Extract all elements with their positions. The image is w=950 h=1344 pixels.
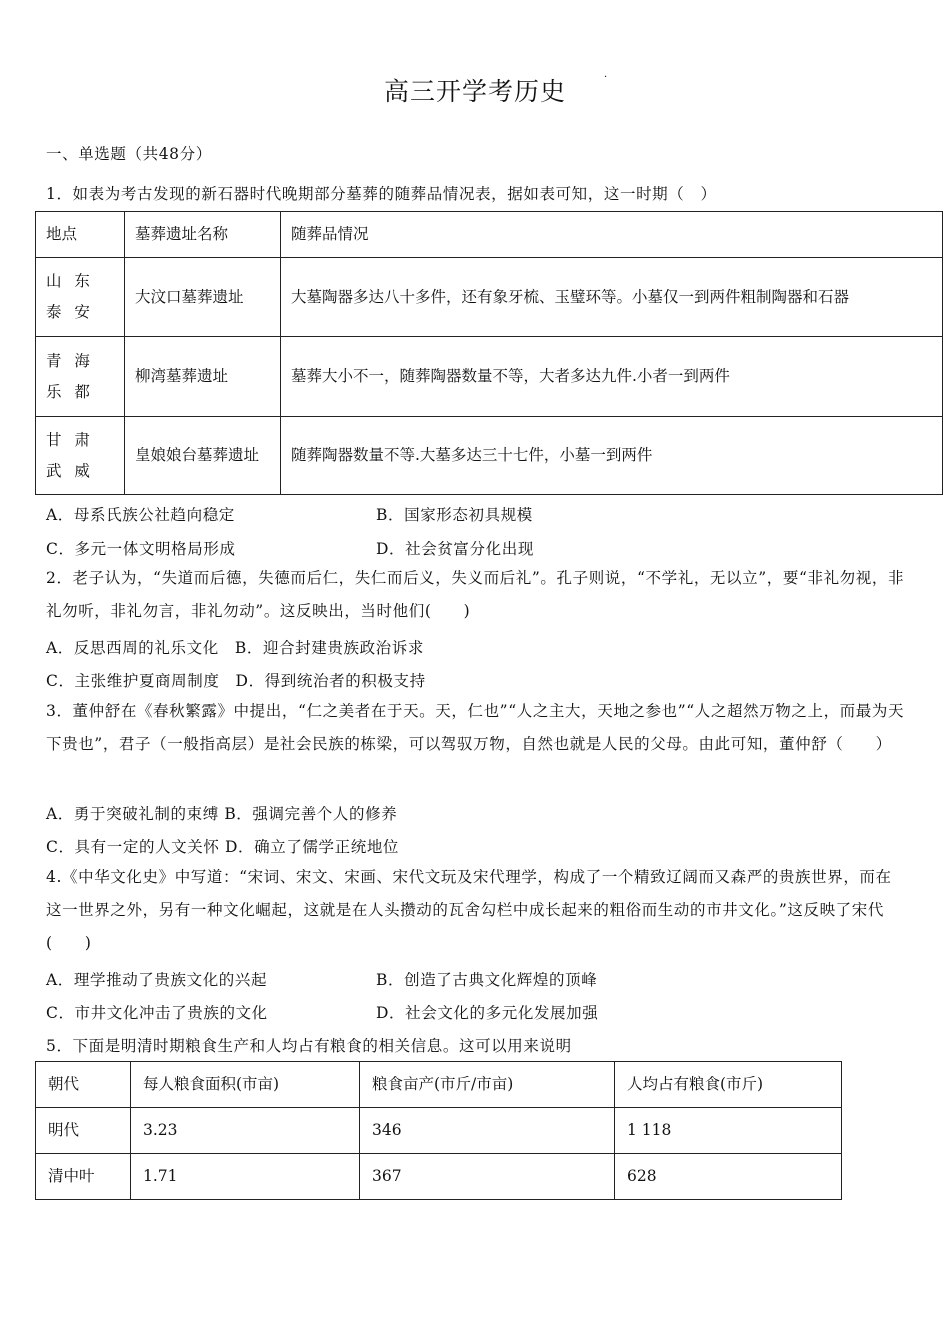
question-5-stem: 5．下面是明清时期粮食生产和人均占有粮食的相关信息。这可以用来说明 xyxy=(46,1037,572,1055)
question-4-option-a[interactable]: A．理学推动了贵族文化的兴起 xyxy=(46,971,268,989)
table-header-cell: 墓葬遗址名称 xyxy=(125,212,281,258)
table-header-cell: 每人粮食面积(市亩) xyxy=(131,1062,360,1108)
table-cell: 山 东 泰 安 xyxy=(36,258,125,337)
table-cell: 1 118 xyxy=(615,1108,842,1154)
question-4-option-d[interactable]: D．社会文化的多元化发展加强 xyxy=(376,1004,599,1022)
question-1-option-b[interactable]: B．国家形态初具规模 xyxy=(376,506,533,524)
table-cell: 柳湾墓葬遗址 xyxy=(125,337,281,417)
table-cell: 大汶口墓葬遗址 xyxy=(125,258,281,337)
question-4-option-c[interactable]: C．市井文化冲击了贵族的文化 xyxy=(46,1004,268,1022)
table-header-cell: 粮食亩产(市斤/市亩) xyxy=(360,1062,615,1108)
table-cell: 628 xyxy=(615,1154,842,1200)
table-row xyxy=(36,1154,842,1200)
table-cell: 367 xyxy=(360,1154,615,1200)
table-row xyxy=(36,1108,842,1154)
table-cell: 随葬陶器数量不等.大墓多达三十七件，小墓一到两件 xyxy=(281,417,943,495)
question-1-stem: 1．如表为考古发现的新石器时代晚期部分墓葬的随葬品情况表，据如表可知，这一时期（ ） xyxy=(46,185,717,203)
question-2-options-ab[interactable]: A．反思西周的礼乐文化 B．迎合封建贵族政治诉求 xyxy=(46,639,424,657)
question-1-option-c[interactable]: C．多元一体文明格局形成 xyxy=(46,540,236,558)
table-row xyxy=(36,417,943,495)
question-4-stem: 4.《中华文化史》中写道：“宋词、宋文、宋画、宋代文玩及宋代理学，构成了一个精致辽阔而又森严的贵族世界，而在这一世界之外，另有一种文化崛起，这就是在人头攒动的瓦舍勾栏中成长起来的粗俗而生动的市井文化。”这反映了宋代( ) xyxy=(46,868,892,952)
table-header-cell: 地点 xyxy=(36,212,125,258)
table-cell: 清中叶 xyxy=(36,1154,131,1200)
question-1-table xyxy=(35,211,943,495)
question-2-stem: 2．老子认为，“失道而后德，失德而后仁，失仁而后义，失义而后礼”。孔子则说，“不学礼，无以立”，要“非礼勿视，非礼勿听，非礼勿言，非礼勿动”。这反映出，当时他们( ) xyxy=(46,569,905,620)
question-1-option-d[interactable]: D．社会贫富分化出现 xyxy=(376,540,534,558)
table-header-cell: 朝代 xyxy=(36,1062,131,1108)
table-cell: 大墓陶器多达八十多件，还有象牙梳、玉璧环等。小墓仅一到两件粗制陶器和石器 xyxy=(281,258,943,337)
table-header-row xyxy=(36,212,943,258)
table-cell: 明代 xyxy=(36,1108,131,1154)
section-heading: 一、单选题（共48分） xyxy=(46,145,212,163)
table-cell: 墓葬大小不一，随葬陶器数量不等，大者多达九件.小者一到两件 xyxy=(281,337,943,417)
question-5-table xyxy=(35,1061,842,1200)
page-title: 高三开学考历史 xyxy=(383,77,566,106)
question-3-options-ab[interactable]: A．勇于突破礼制的束缚 B．强调完善个人的修养 xyxy=(46,805,398,823)
stray-mark: · xyxy=(604,72,608,83)
table-cell: 3.23 xyxy=(131,1108,360,1154)
table-header-cell: 随葬品情况 xyxy=(281,212,943,258)
table-cell: 皇娘娘台墓葬遗址 xyxy=(125,417,281,495)
table-header-row xyxy=(36,1062,842,1108)
table-cell: 346 xyxy=(360,1108,615,1154)
table-row xyxy=(36,337,943,417)
question-3-stem: 3．董仲舒在《春秋繁露》中提出，“仁之美者在于天。天，仁也”“人之主大，天地之参也”“人之超然万物之上，而最为天下贵也”，君子（一般指高层）是社会民族的栋梁，可以驾驭万物，自然也就是人民的父母。由此可知，董仲舒（ ） xyxy=(46,702,905,753)
table-cell: 甘 肃 武 威 xyxy=(36,417,125,495)
table-cell: 青 海 乐 都 xyxy=(36,337,125,417)
question-1-option-a[interactable]: A．母系氏族公社趋向稳定 xyxy=(46,506,235,524)
table-header-cell: 人均占有粮食(市斤) xyxy=(615,1062,842,1108)
question-2-options-cd[interactable]: C．主张维护夏商周制度 D．得到统治者的积极支持 xyxy=(46,672,426,690)
table-cell: 1.71 xyxy=(131,1154,360,1200)
question-3-options-cd[interactable]: C．具有一定的人文关怀 D．确立了儒学正统地位 xyxy=(46,838,400,856)
table-row xyxy=(36,258,943,337)
question-4-option-b[interactable]: B．创造了古典文化辉煌的顶峰 xyxy=(376,971,598,989)
